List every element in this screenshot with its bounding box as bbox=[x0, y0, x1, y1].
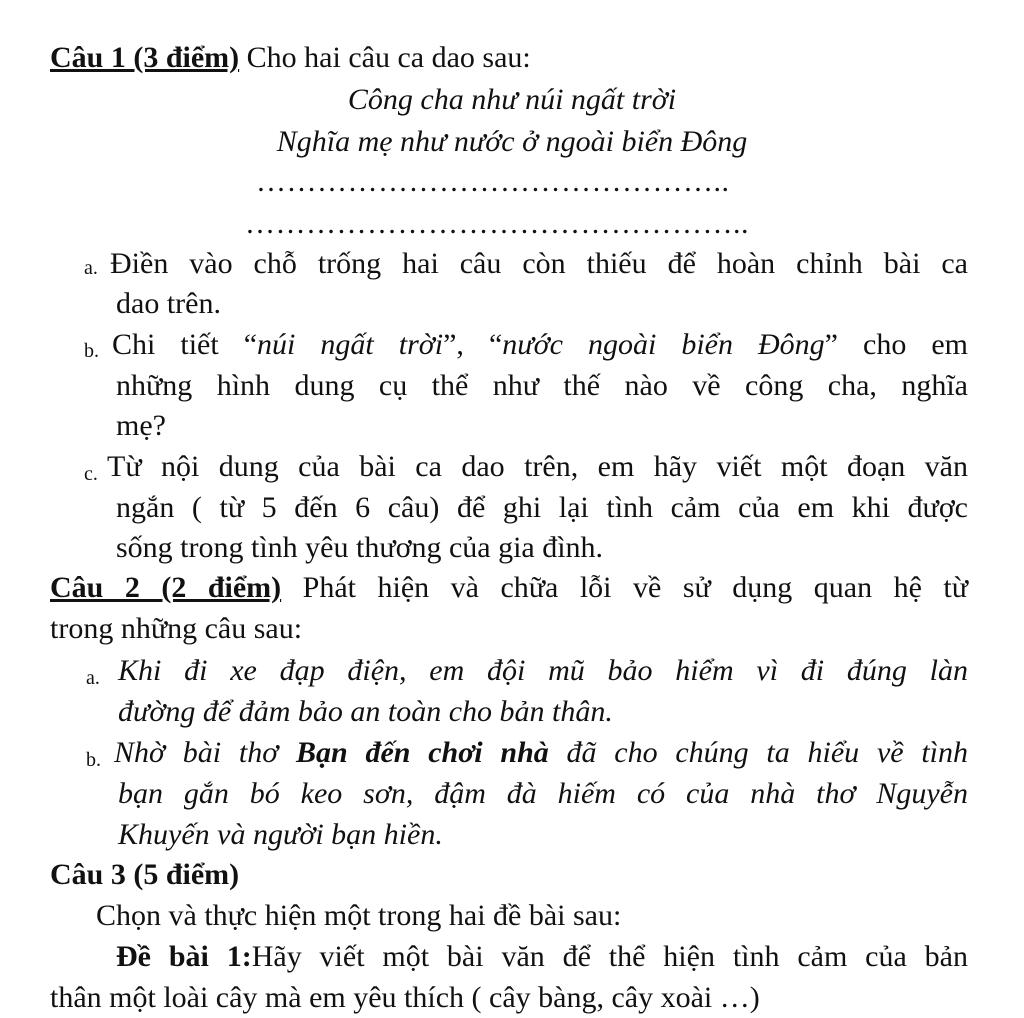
q1-b-text-mid: ”, “ bbox=[443, 328, 503, 361]
q2-b-line-2: bạn gắn bó keo sơn, đậm đà hiếm có của nhà thơ Nguyễn bbox=[118, 777, 968, 810]
q3-de1-line-2: thân một loài cây mà em yêu thích ( cây bàng, cây xoài …) bbox=[50, 981, 760, 1014]
q1-c-line-3: sống trong tình yêu thương của gia đình. bbox=[116, 531, 604, 564]
q3-heading: Câu 3 (5 điểm) bbox=[50, 858, 240, 891]
q2-b-line-3: Khuyến và người bạn hiền. bbox=[118, 818, 443, 851]
q2-a-line-2: đường để đảm bảo an toàn cho bản thân. bbox=[118, 695, 613, 728]
q2-a-label bbox=[86, 655, 100, 698]
q2-heading-label: Câu 2 (2 điểm) bbox=[50, 571, 282, 604]
q2-heading-text: Phát hiện và chữa lỗi về sử dụng quan hệ từ bbox=[281, 571, 968, 604]
q2-a-line-1: Khi đi xe đạp điện, em đội mũ bảo hiểm vì đi đúng làn bbox=[118, 654, 968, 687]
q1-b-line-1 bbox=[112, 325, 968, 365]
q1-b-quote-2: nước ngoài biển Đông bbox=[502, 328, 825, 361]
q1-b-quote-1: núi ngất trời bbox=[257, 328, 444, 361]
q2-b-text-post: đã cho chúng ta hiểu về tình bbox=[548, 736, 968, 769]
q1-c-line-1: Từ nội dung của bài ca dao trên, em hãy viết một đoạn văn bbox=[107, 450, 968, 483]
q1-a-line-1: Điền vào chỗ trống hai câu còn thiếu để hoàn chỉnh bài ca bbox=[110, 247, 968, 280]
q1-c-marker: c. bbox=[84, 463, 98, 485]
q2-b-marker: b. bbox=[86, 749, 101, 771]
q2-heading bbox=[50, 568, 968, 608]
q1-b-text-post: ” cho em bbox=[824, 328, 968, 361]
q1-c-line-2: ngắn ( từ 5 đến 6 câu) để ghi lại tình cảm của em khi được bbox=[116, 491, 968, 524]
q3-intro: Chọn và thực hiện một trong hai đề bài sau: bbox=[96, 899, 622, 932]
q1-b-line-3: mẹ? bbox=[116, 409, 166, 442]
q2-b-poem-title: Bạn đến chơi nhà bbox=[295, 736, 549, 769]
q1-poem-line-1: Công cha như núi ngất trời bbox=[347, 83, 677, 116]
q3-de1-label: Đề bài 1: bbox=[116, 940, 252, 973]
q1-a-line-2: dao trên. bbox=[116, 287, 221, 320]
q1-heading-label: Câu 1 (3 điểm) bbox=[50, 41, 240, 74]
q2-b-label bbox=[86, 737, 101, 780]
q1-b-marker: b. bbox=[84, 340, 99, 362]
q1-blank-line-2: ………………………………………….. bbox=[245, 207, 749, 240]
q3-de1-text: Hãy viết một bài văn để thể hiện tình cảm của bản bbox=[251, 940, 968, 973]
q2-a-marker: a. bbox=[86, 667, 100, 689]
q2-b-line-1 bbox=[114, 733, 968, 773]
q2-heading-line-2: trong những câu sau: bbox=[50, 612, 303, 645]
q1-b-text-pre: Chi tiết “ bbox=[112, 328, 258, 361]
q1-poem-line-2: Nghĩa mẹ như nước ở ngoài biển Đông bbox=[276, 125, 748, 158]
q2-b-text-pre: Nhờ bài thơ bbox=[114, 736, 296, 769]
q1-b-line-2: những hình dung cụ thể như thế nào về công cha, nghĩa bbox=[116, 369, 968, 402]
q1-blank-line-1: ……………………………………….. bbox=[256, 165, 730, 198]
q1-b-label bbox=[84, 328, 99, 371]
q1-a-marker: a. bbox=[84, 257, 98, 279]
q1-heading-text: Cho hai câu ca dao sau: bbox=[239, 41, 531, 74]
q1-heading bbox=[50, 38, 531, 78]
q3-de1-line-1 bbox=[116, 937, 968, 977]
q1-a-label bbox=[84, 245, 98, 288]
q1-c-label bbox=[84, 451, 98, 494]
